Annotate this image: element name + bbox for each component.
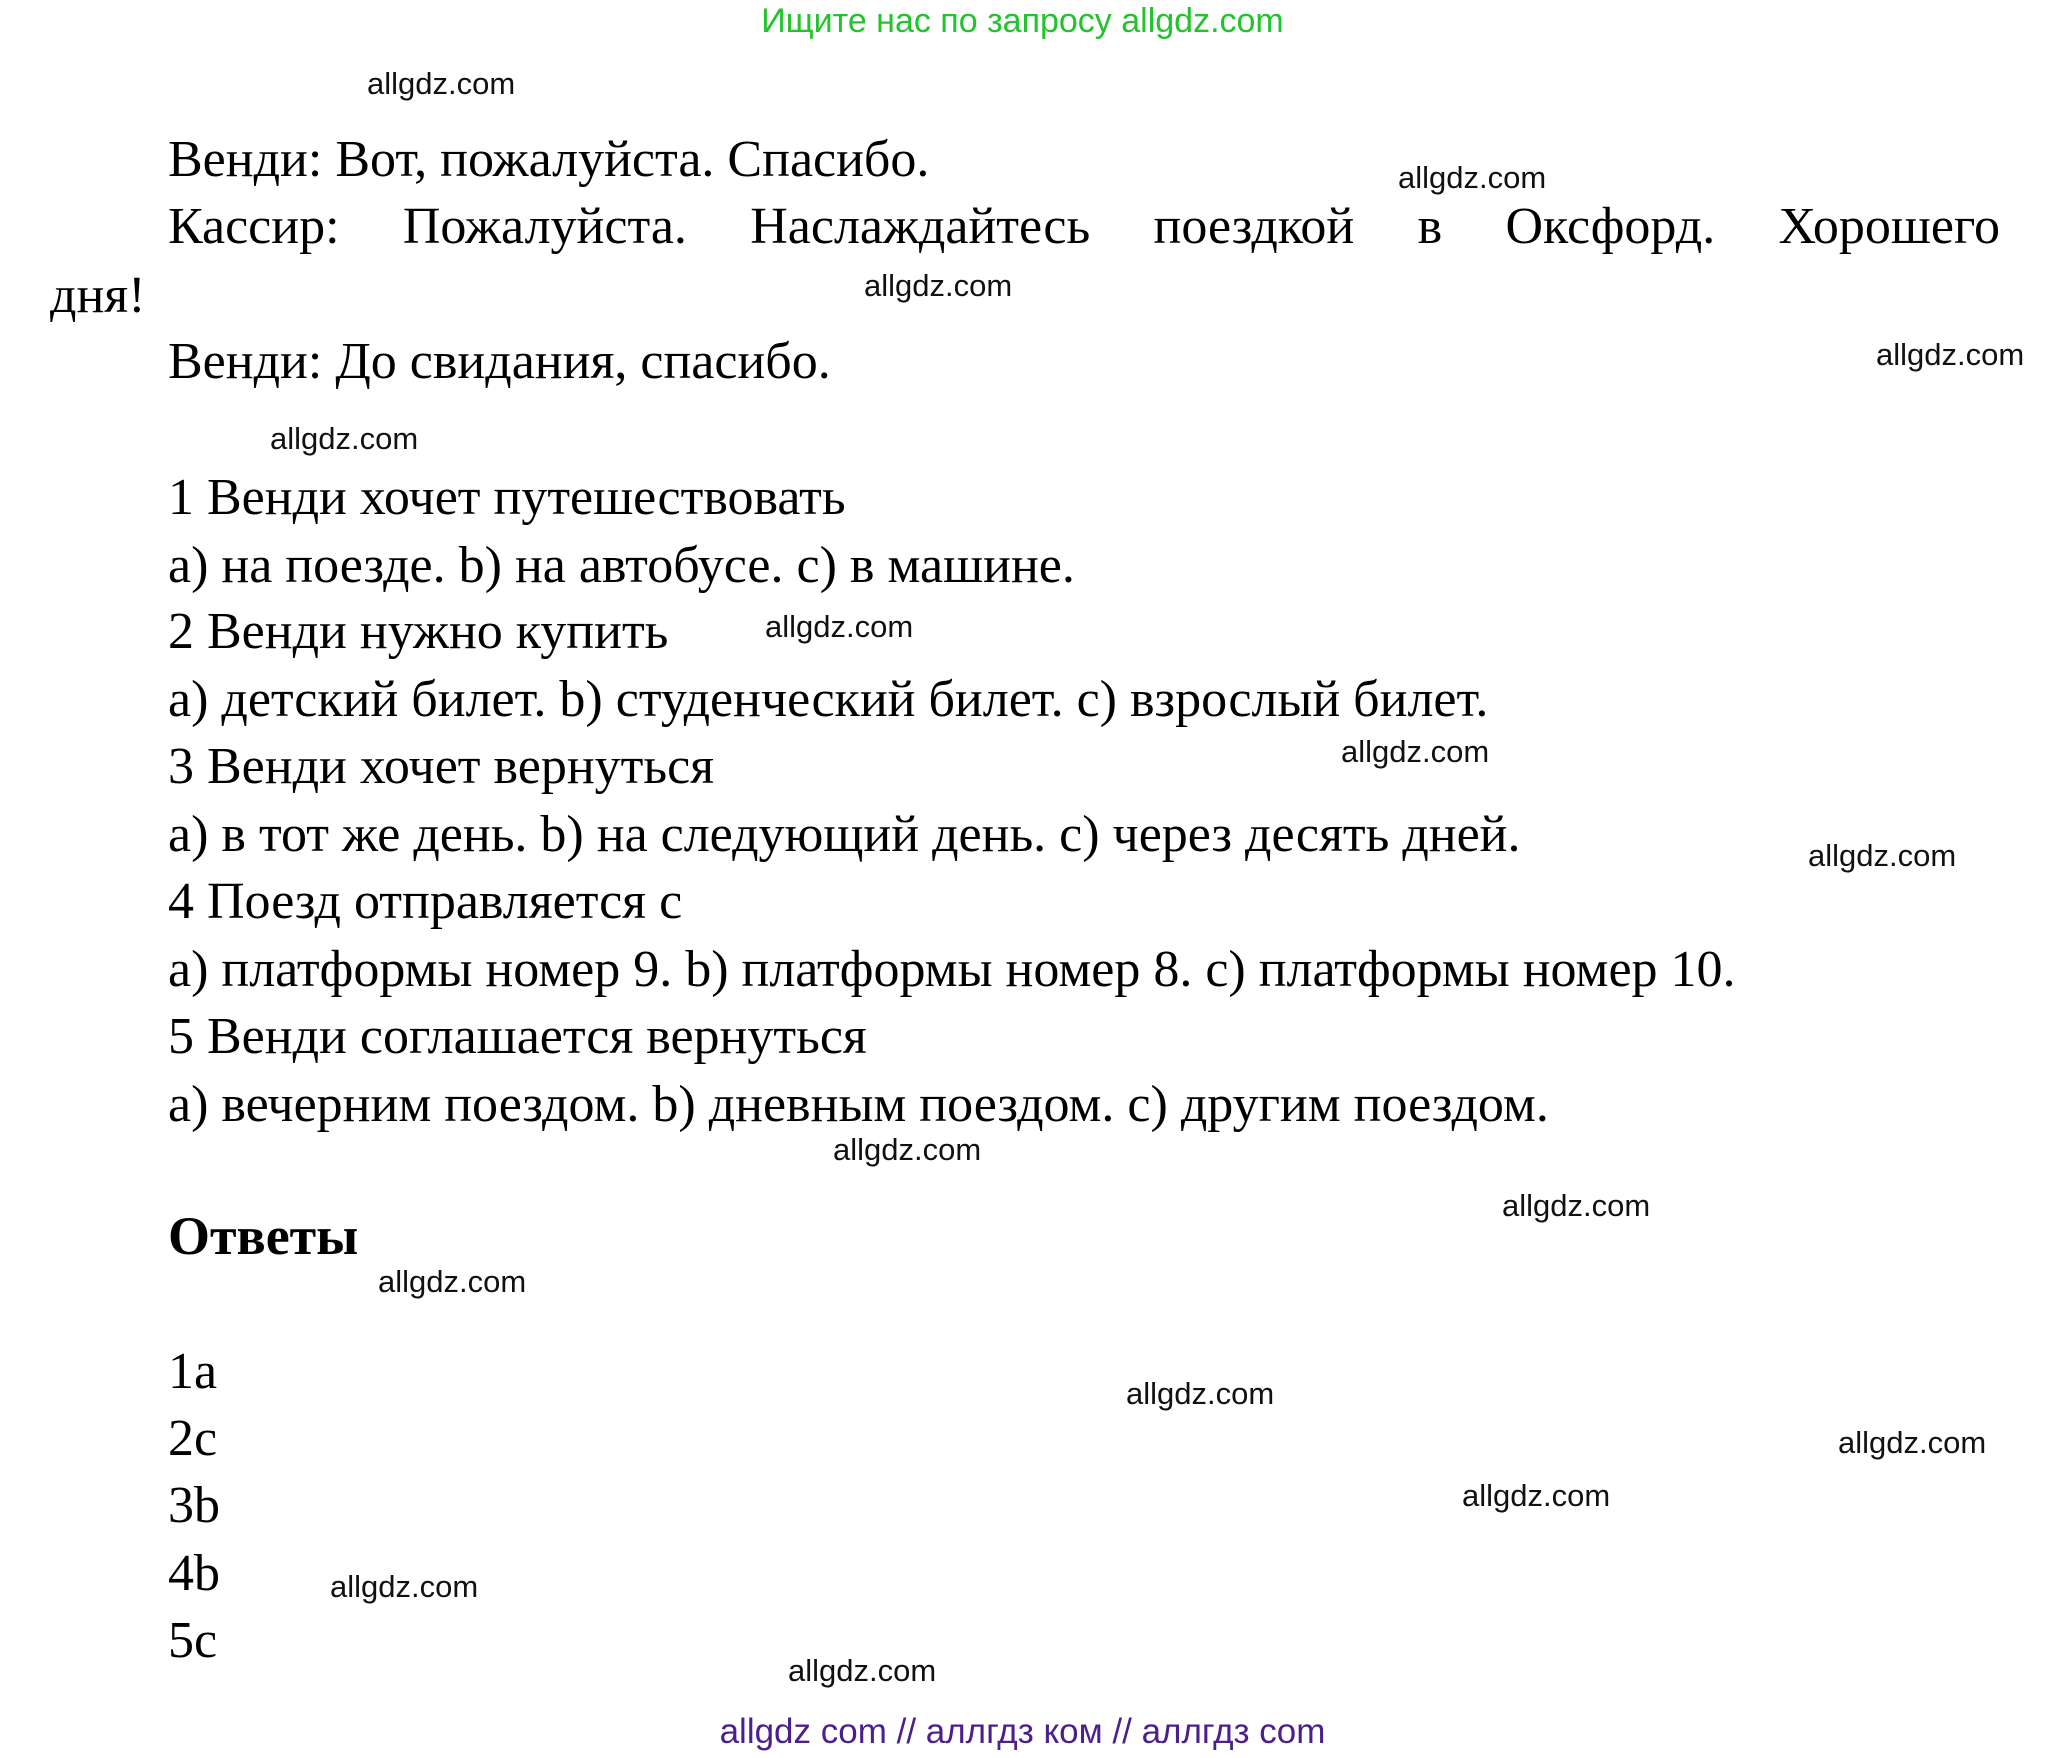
watermark: allgdz.com [1876, 337, 2025, 372]
dialogue-line: Кассир: Пожалуйста. Наслаждайтесь поездкой в Оксфорд. Хорошего [168, 198, 2000, 255]
watermark: allgdz.com [1502, 1188, 1651, 1223]
watermark: allgdz.com [378, 1264, 527, 1299]
watermark: allgdz.com [330, 1569, 479, 1604]
watermark: allgdz.com [1808, 838, 1957, 873]
question-options: a) детский билет. b) студенческий билет. c) взрослый билет. [168, 671, 1489, 728]
watermark: allgdz.com [1398, 160, 1547, 195]
answer-item: 4b [168, 1545, 220, 1602]
question: 1 Венди хочет путешествовать [168, 469, 846, 526]
dialogue-line: Венди: Вот, пожалуйста. Спасибо. [168, 131, 930, 188]
question-options: a) на поезде. b) на автобусе. c) в машине. [168, 537, 1075, 594]
watermark: allgdz.com [1126, 1376, 1275, 1411]
answer-item: 5c [168, 1612, 218, 1669]
dialogue-line-continuation: дня! [50, 267, 146, 324]
answer-item: 3b [168, 1477, 220, 1534]
watermark: allgdz.com [1341, 734, 1490, 769]
watermark: allgdz.com [788, 1653, 937, 1688]
footer-links: allgdz com // аллгдз ком // аллгдз com [719, 1712, 1326, 1751]
question-options: a) в тот же день. b) на следующий день. c) через десять дней. [168, 806, 1521, 863]
answer-item: 1a [168, 1343, 218, 1400]
watermark: allgdz.com [367, 66, 516, 101]
dialogue-line: Венди: До свидания, спасибо. [168, 333, 831, 390]
answers-heading: Ответы [168, 1206, 359, 1266]
watermark: allgdz.com [1838, 1425, 1987, 1460]
watermark: allgdz.com [270, 421, 419, 456]
question-options: a) платформы номер 9. b) платформы номер 8. c) платформы номер 10. [168, 941, 1736, 998]
top-banner: Ищите нас по запросу allgdz.com [761, 2, 1284, 40]
question: 3 Венди хочет вернуться [168, 738, 715, 795]
answer-item: 2c [168, 1410, 218, 1467]
question: 2 Венди нужно купить [168, 603, 669, 660]
question: 5 Венди соглашается вернуться [168, 1008, 867, 1065]
watermark: allgdz.com [833, 1132, 982, 1167]
watermark: allgdz.com [864, 268, 1013, 303]
watermark: allgdz.com [765, 609, 914, 644]
watermark: allgdz.com [1462, 1478, 1611, 1513]
question-options: a) вечерним поездом. b) дневным поездом. c) другим поездом. [168, 1076, 1549, 1133]
question: 4 Поезд отправляется с [168, 873, 683, 930]
